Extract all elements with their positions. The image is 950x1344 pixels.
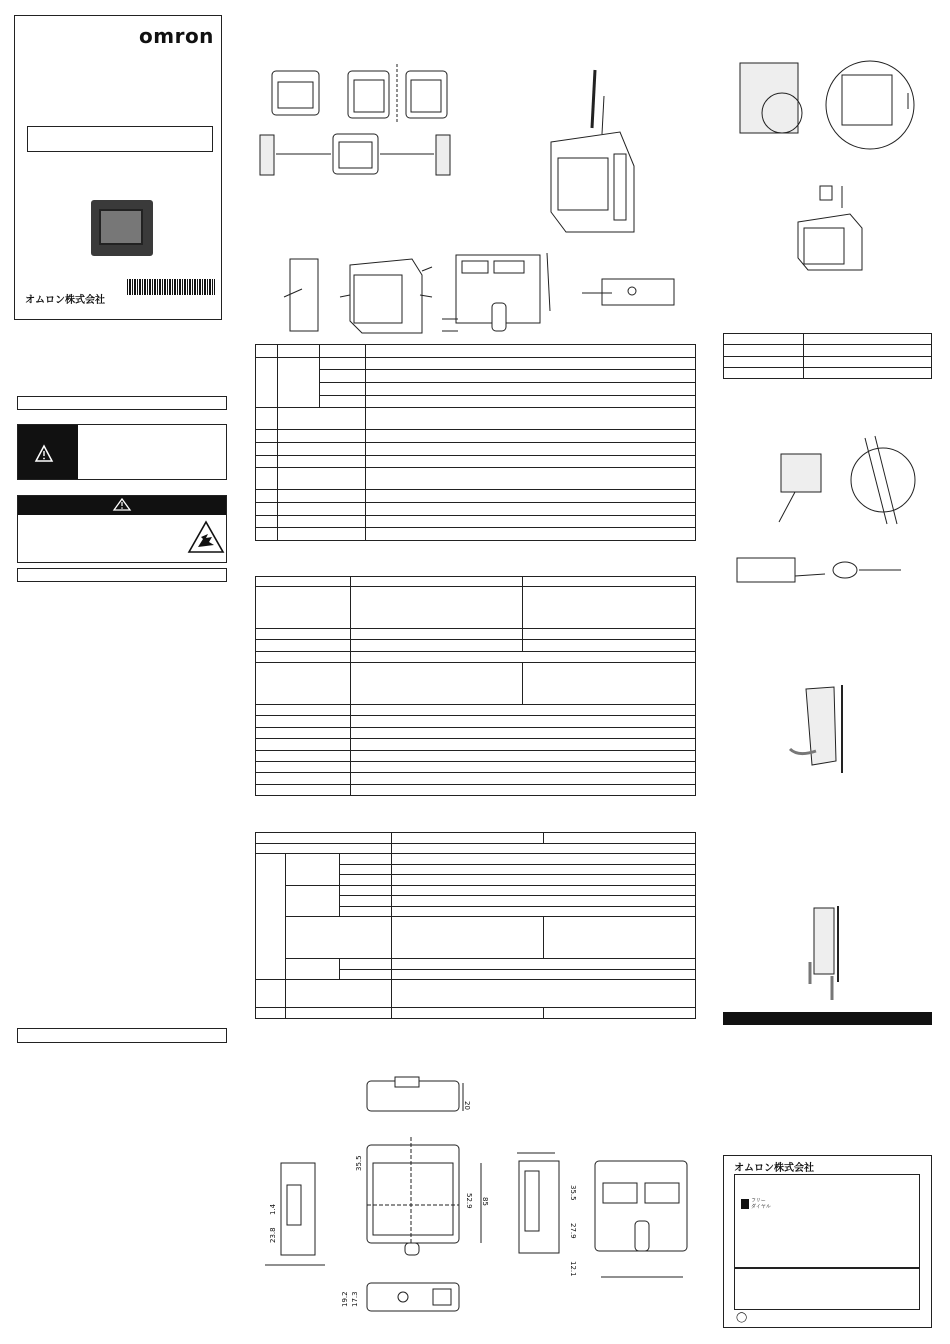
- explosion-hazard-icon: [186, 520, 226, 556]
- black-header-bar: [723, 1012, 932, 1025]
- stylus-insert-diagram: [538, 62, 648, 234]
- caution-box: [17, 495, 227, 563]
- din-rail-mount-diagram: [786, 685, 856, 775]
- dim-side-b: 1.4: [269, 1203, 277, 1215]
- company-name: オムロン株式会社: [25, 295, 105, 306]
- contact-box-upper: [734, 1174, 920, 1268]
- barcode: [127, 279, 215, 295]
- contact-company-name: オムロン株式会社: [734, 1163, 814, 1174]
- sd-card-insert-diagram: [790, 182, 870, 262]
- dimensions-drawing: [255, 1075, 695, 1330]
- dim-side-a: 23.8: [269, 1227, 277, 1243]
- performance-specs-table: [255, 832, 696, 1019]
- free-dial-line2: ダイヤル: [751, 1204, 771, 1210]
- dim-rear-b: 27.9: [569, 1223, 577, 1239]
- dim-front-height: 85: [481, 1197, 489, 1206]
- footer-mark: ◯: [736, 1312, 748, 1323]
- warning-box: [17, 424, 227, 480]
- sd-card-table: [723, 333, 932, 379]
- product-title-box: [27, 126, 213, 152]
- warning-triangle-icon: [18, 425, 78, 479]
- general-specs-table: [255, 576, 696, 796]
- dim-rear-a: 35.5: [569, 1185, 577, 1201]
- section-header-box-2: [17, 568, 227, 582]
- dim-front-inner: 52.9: [465, 1193, 473, 1209]
- free-dial-label: [751, 1198, 771, 1210]
- phone-icon: [741, 1199, 749, 1209]
- omron-logo: omron: [139, 24, 214, 48]
- product-photo: [91, 200, 153, 256]
- dim-bottom-b: 17.3: [351, 1291, 359, 1307]
- section-header-box-3: [17, 1028, 227, 1043]
- dim-front-top: 35.5: [355, 1155, 363, 1171]
- warning-label-block: [18, 425, 78, 479]
- free-dial-line1: フリー: [751, 1198, 766, 1204]
- contact-box-lower: [734, 1268, 920, 1310]
- parts-names-diagram: [282, 245, 682, 337]
- wiring-diagram: [775, 430, 915, 526]
- caution-header: [18, 496, 226, 515]
- dim-top-depth: 20: [463, 1101, 471, 1110]
- dim-bottom-a: 19.2: [341, 1291, 349, 1307]
- section-header-box: [17, 396, 227, 410]
- battery-cover-diagram: [730, 55, 930, 151]
- din-rail-remove-diagram: [796, 906, 846, 1002]
- dim-rear-c: 12.1: [569, 1261, 577, 1277]
- contact-info-panel: [723, 1155, 932, 1328]
- ferrite-core-diagram: [735, 552, 905, 588]
- cover-panel: [14, 15, 222, 320]
- parts-table: [255, 344, 696, 541]
- caution-triangle-icon: [18, 496, 226, 515]
